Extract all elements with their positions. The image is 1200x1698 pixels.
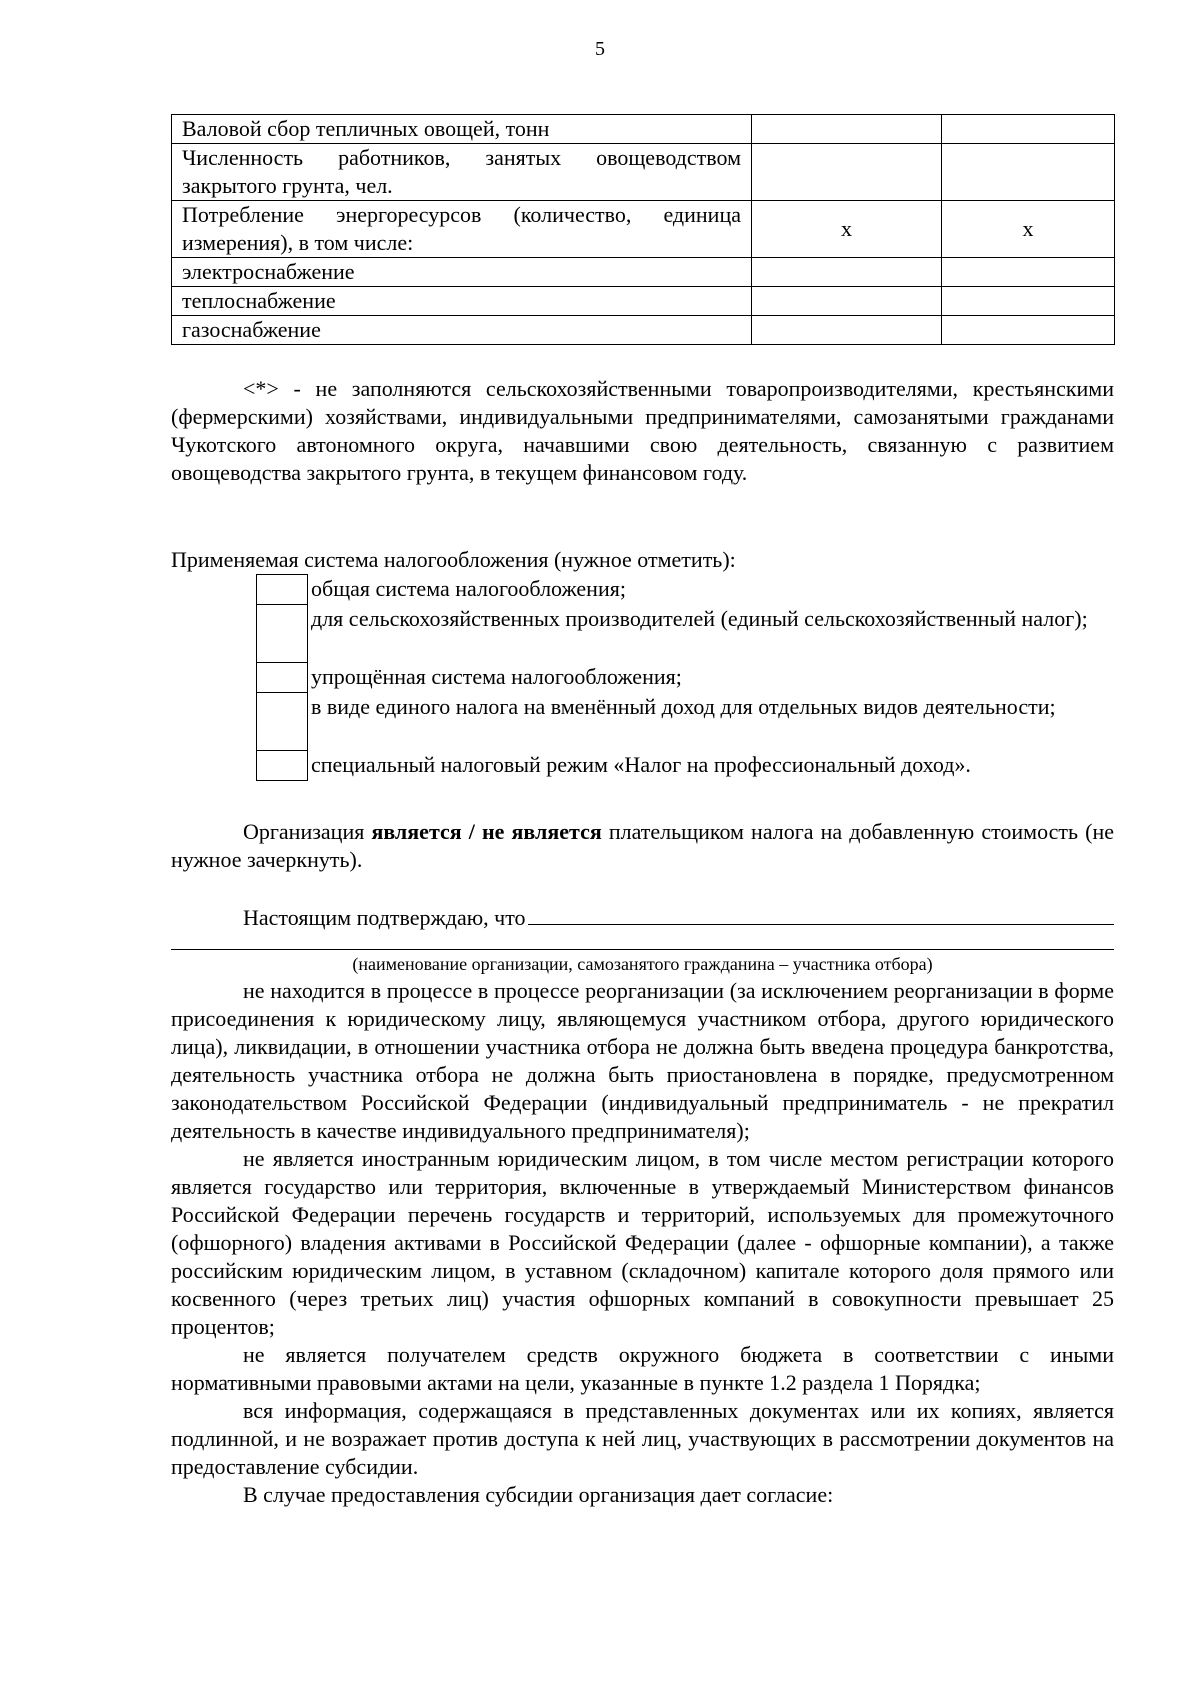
- value-cell[interactable]: [942, 115, 1115, 144]
- vat-statement: [171, 818, 1114, 874]
- row-label: Валовой сбор тепличных овощей, тонн: [172, 115, 752, 144]
- table-row: [172, 201, 1115, 258]
- tax-option-label: упрощённая система налогообложения;: [311, 663, 682, 689]
- vat-suffix: плательщиком налога на добавленную стоимость (не нужное зачеркнуть).: [171, 819, 1115, 872]
- tax-option-checkbox[interactable]: [257, 751, 308, 781]
- tax-option-label: специальный налоговый режим «Налог на профессиональный доход».: [311, 751, 971, 777]
- value-cell[interactable]: [942, 258, 1115, 287]
- tax-option: [257, 605, 1130, 663]
- value-cell[interactable]: [752, 144, 942, 201]
- row-label: электроснабжение: [172, 258, 752, 287]
- clause: В случае предоставления субсидии организация дает согласие:: [243, 1482, 834, 1507]
- indicators-table: [171, 114, 1115, 345]
- value-cell: х: [752, 201, 942, 258]
- value-cell[interactable]: [752, 115, 942, 144]
- tax-option: [257, 663, 1130, 693]
- tax-option-checkbox[interactable]: [257, 575, 308, 605]
- tax-option-checkbox[interactable]: [257, 605, 308, 663]
- tax-option-checkbox[interactable]: [257, 663, 308, 693]
- organization-name-caption: (наименование организации, самозанятого гражданина – участника отбора): [352, 954, 933, 974]
- vat-choice[interactable]: является / не является: [371, 819, 602, 844]
- tax-system-options: [256, 574, 1130, 781]
- clause: не является получателем средств окружного бюджета в соответствии с иными нормативными правовыми актами на цели, указанные в пункте 1.2 раздела 1 Порядка;: [171, 1342, 1114, 1395]
- row-label: газоснабжение: [172, 316, 752, 345]
- clause: вся информация, содержащаяся в представленных документах или их копиях, является подлинной, и не возражает против доступа к ней лиц, участвующих в рассмотрении документов на предоставление субсидии.: [171, 1398, 1114, 1479]
- value-cell[interactable]: [752, 287, 942, 316]
- tax-option: [257, 575, 1130, 605]
- table-row: [172, 258, 1115, 287]
- confirm-line: [243, 902, 1114, 932]
- tax-option-label: общая система налогообложения;: [311, 575, 626, 601]
- confirmation-clauses: [171, 977, 1114, 1509]
- value-cell[interactable]: [942, 287, 1115, 316]
- tax-option-label: для сельскохозяйственных производителей (единый сельскохозяйственный налог);: [311, 605, 1088, 631]
- table-row: [172, 144, 1115, 201]
- clause: не является иностранным юридическим лицом, в том числе местом регистрации которого является государство или территория, включенные в утверждаемый Министерством финансов Российской Федерации перечень государств и территорий, используемых для промежуточного (офшорного) владения активами в Российской Федерации (далее - офшорные компании), а также российским юридическим лицом, в уставном (складочном) капитале которого доля прямого или косвенного (через третьих лиц) участия офшорных компаний в совокупности превышает 25 процентов;: [171, 1146, 1114, 1339]
- tax-option: [257, 693, 1130, 751]
- footnote: <*> - не заполняются сельскохозяйственными товаропроизводителями, крестьянскими (фермерскими) хозяйствами, индивидуальными предпринимателями, самозанятыми гражданами Чукотского автономного округа, начавшими свою деятельность, связанную с развитием овощеводства закрытого грунта, в текущем финансовом году.: [171, 376, 1114, 485]
- value-cell: х: [942, 201, 1115, 258]
- tax-system-title: Применяемая система налогообложения (нужное отметить):: [171, 547, 736, 572]
- vat-prefix: Организация: [243, 819, 372, 844]
- confirm-blank-field[interactable]: [528, 902, 1114, 925]
- tax-option-checkbox[interactable]: [257, 693, 308, 751]
- clause: не находится в процессе в процессе реорганизации (за исключением реорганизации в форме присоединения к юридическому лицу, являющемуся участником отбора, другого юридического лица), ликвидации, в отношении участника отбора не должна быть введена процедура банкротства, деятельность участника отбора не должна быть приостановлена в порядке, предусмотренном законодательством Российской Федерации (индивидуальный предприниматель - не прекратил деятельность в качестве индивидуального предпринимателя);: [171, 978, 1114, 1143]
- value-cell[interactable]: [942, 316, 1115, 345]
- row-label: Численность работников, занятых овощеводством закрытого грунта, чел.: [172, 144, 752, 201]
- tax-option-label: в виде единого налога на вменённый доход для отдельных видов деятельности;: [311, 693, 1056, 719]
- table-row: [172, 287, 1115, 316]
- value-cell[interactable]: [942, 144, 1115, 201]
- value-cell[interactable]: [752, 316, 942, 345]
- row-label: Потребление энергоресурсов (количество, единица измерения), в том числе:: [172, 201, 752, 258]
- value-cell[interactable]: [752, 258, 942, 287]
- tax-option: [257, 751, 1130, 781]
- page-number: 5: [595, 38, 605, 60]
- confirm-text: Настоящим подтверждаю, что: [243, 905, 526, 930]
- organization-name-field[interactable]: [171, 949, 1114, 950]
- table-row: [172, 316, 1115, 345]
- row-label: теплоснабжение: [172, 287, 752, 316]
- table-row: [172, 115, 1115, 144]
